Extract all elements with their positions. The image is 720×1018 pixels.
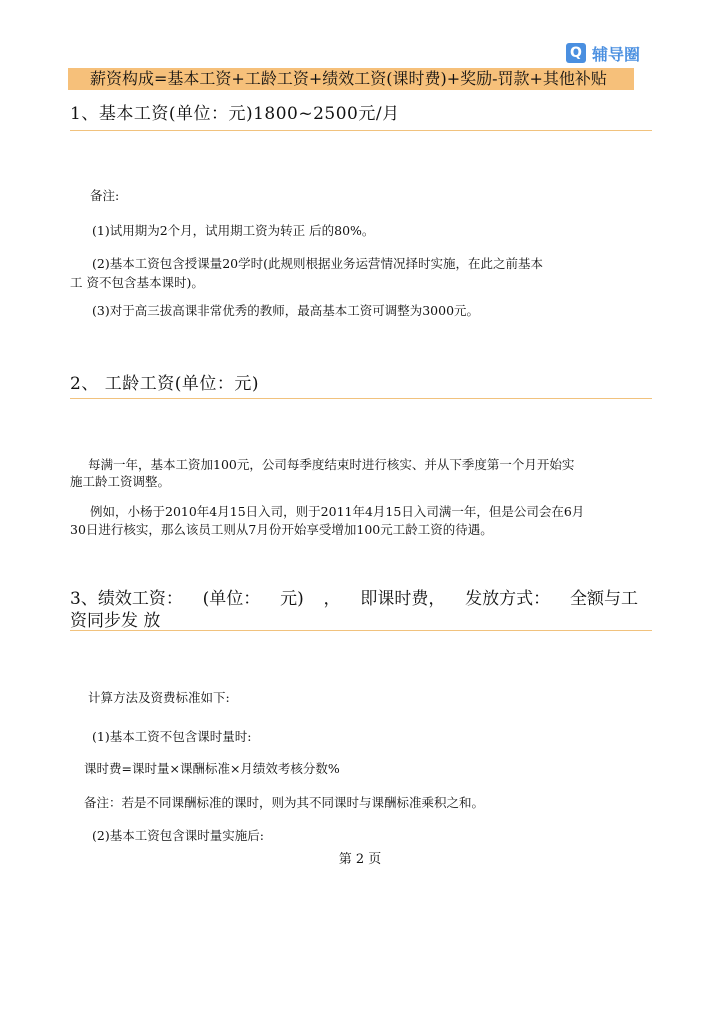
- section3-heading-part3: 元): [280, 589, 304, 609]
- section3-item1: (1)基本工资不包含课时量时:: [92, 729, 252, 744]
- section3-heading-part2: (单位：: [202, 589, 261, 609]
- section2-divider: [70, 398, 652, 399]
- section1-note-label: 备注:: [90, 188, 120, 203]
- section3-divider: [70, 630, 652, 631]
- section2-para2-line1: 例如，小杨于2010年4月15日入司，则于2011年4月15日入司满一年，但是公司会在6月: [90, 504, 585, 519]
- section1-item1: (1)试用期为2个月，试用期工资为转正 后的80%。: [92, 223, 375, 238]
- section3-note: 备注：若是不同课酬标准的课时，则为其不同课时与课酬标准乘积之和。: [84, 795, 485, 810]
- section3-heading-part4: ，: [323, 589, 341, 609]
- section2-para2-line2: 30日进行核实，那么该员工则从7月份开始享受增加100元工龄工资的待遇。: [70, 522, 493, 537]
- section3-heading-part7: 全额与工: [569, 589, 638, 609]
- section2-para1-line2: 施工龄工资调整。: [70, 474, 171, 489]
- section1-heading: 1、基本工资(单位：元)1800~2500元/月: [70, 104, 400, 124]
- page-number: 第 2 页: [338, 852, 382, 867]
- section1-item2-line1: (2)基本工资包含授课量20学时(此规则根据业务运营情况择时实施，在此之前基本: [92, 256, 543, 271]
- section3-heading-line2: 资同步发 放: [70, 611, 161, 631]
- section3-heading-part5: 即课时费，: [360, 589, 446, 609]
- section3-intro: 计算方法及资费标准如下:: [88, 690, 230, 705]
- logo-text: 辅导圈: [592, 44, 641, 64]
- section3-heading-part1: 3、绩效工资：: [70, 589, 183, 609]
- salary-formula-banner: 薪资构成=基本工资+工龄工资+绩效工资(课时费)+奖励-罚款+其他补贴: [68, 68, 634, 90]
- section1-item2-line2: 工 资不包含基本课时)。: [70, 275, 204, 290]
- section3-heading-part6: 发放方式：: [465, 589, 551, 609]
- section3-item2: (2)基本工资包含课时量实施后:: [92, 828, 264, 843]
- logo: [566, 42, 640, 64]
- section3-formula: 课时费=课时量×课酬标准×月绩效考核分数%: [84, 761, 340, 776]
- section3-heading: [70, 588, 638, 632]
- section2-para1-line1: 每满一年，基本工资加100元，公司每季度结束时进行核实、并从下季度第一个月开始实: [88, 457, 575, 472]
- section2-heading: 2、 工龄工资(单位：元): [70, 374, 259, 394]
- section1-item3: (3)对于高三拔高课非常优秀的教师，最高基本工资可调整为3000元。: [92, 303, 480, 318]
- logo-q-icon: Q: [566, 43, 586, 63]
- section1-divider: [70, 130, 652, 131]
